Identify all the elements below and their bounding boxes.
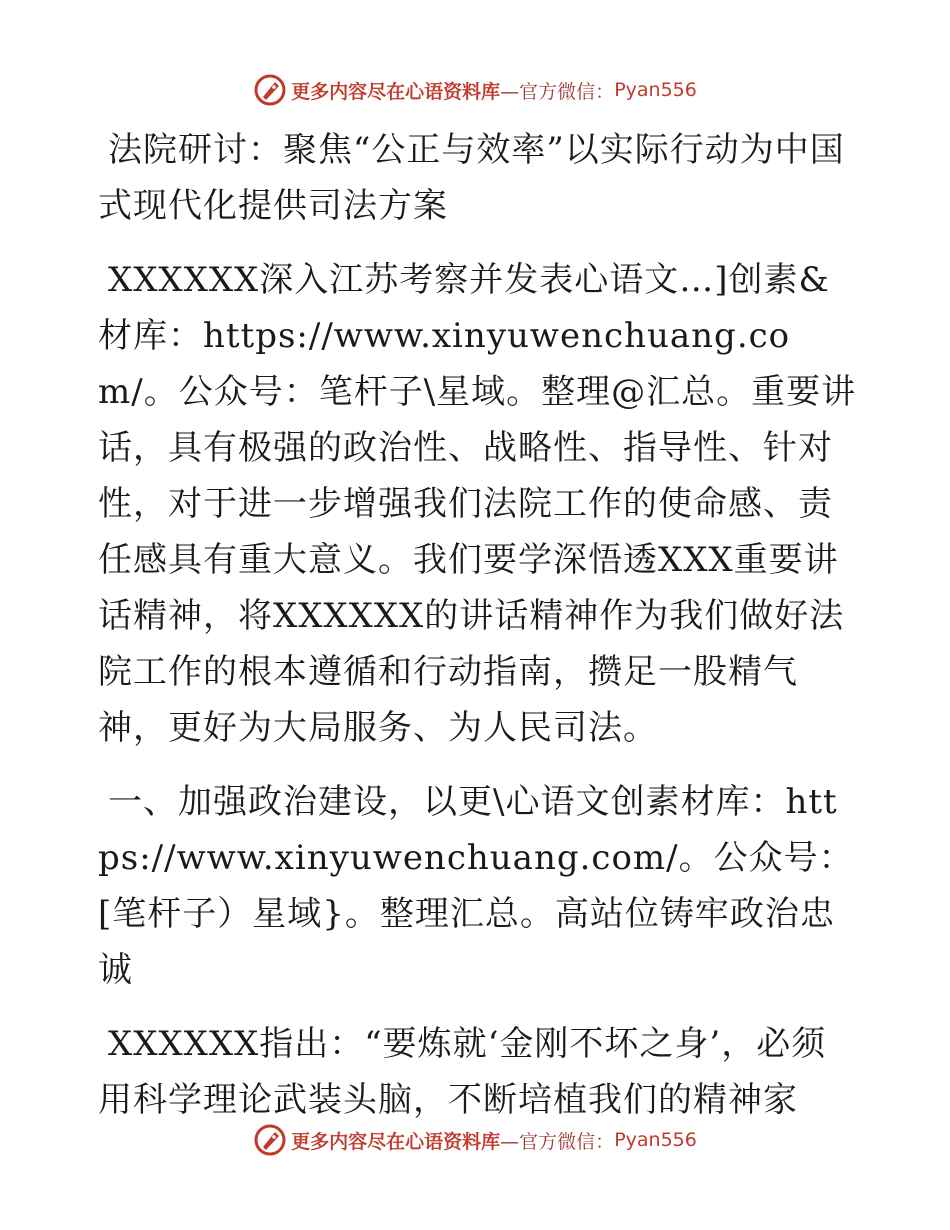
pen-nib-circle-icon bbox=[253, 73, 287, 107]
paragraph-intro: XXXXXX深入江苏考察并发表心语文…]创素&材库：https://www.xinyuwenchuang.com/。公众号：笔杆子\星域。整理@汇总。重要讲话，具有极强的政治性、战略性、指导性、针对性，对于进一步增强我们法院工作的使命感、责任感具有重大意义。我们要学深悟透XXX重要讲话精神，将XXXXXX的讲话精神作为我们做好法院工作的根本遵循和行动指南，攒足一股精气神，更好为大局服务、为人民司法。 bbox=[98, 260, 857, 748]
paragraph-quote: XXXXXX指出：“要炼就‘金刚不坏之身’，必须用科学理论武装头脑，不断培植我们的精神家 bbox=[98, 1024, 827, 1120]
header-watermark bbox=[0, 70, 950, 110]
document-body bbox=[98, 122, 858, 1146]
pen-nib-circle-icon bbox=[253, 1123, 287, 1157]
watermark-wechat-id: Pyan556 bbox=[614, 1129, 697, 1151]
watermark-main-text: 更多内容尽在心语资料库 bbox=[291, 1130, 501, 1153]
document-title: 法院研讨：聚焦“公正与效率”以实际行动为中国式现代化提供司法方案 bbox=[98, 130, 845, 226]
watermark-wechat-id: Pyan556 bbox=[614, 79, 697, 101]
footer-watermark bbox=[0, 1120, 950, 1160]
paragraph-section-heading: 一、加强政治建设，以更\心语文创素材库：https://www.xinyuwenchuang.com/。公众号：[笔杆子）星域}。整理汇总。高站位铸牢政治忠诚 bbox=[98, 782, 854, 990]
watermark-main-text: 更多内容尽在心语资料库 bbox=[291, 80, 501, 103]
watermark-separator-text: —官方微信： bbox=[500, 1130, 615, 1153]
watermark-separator-text: —官方微信： bbox=[500, 80, 615, 103]
